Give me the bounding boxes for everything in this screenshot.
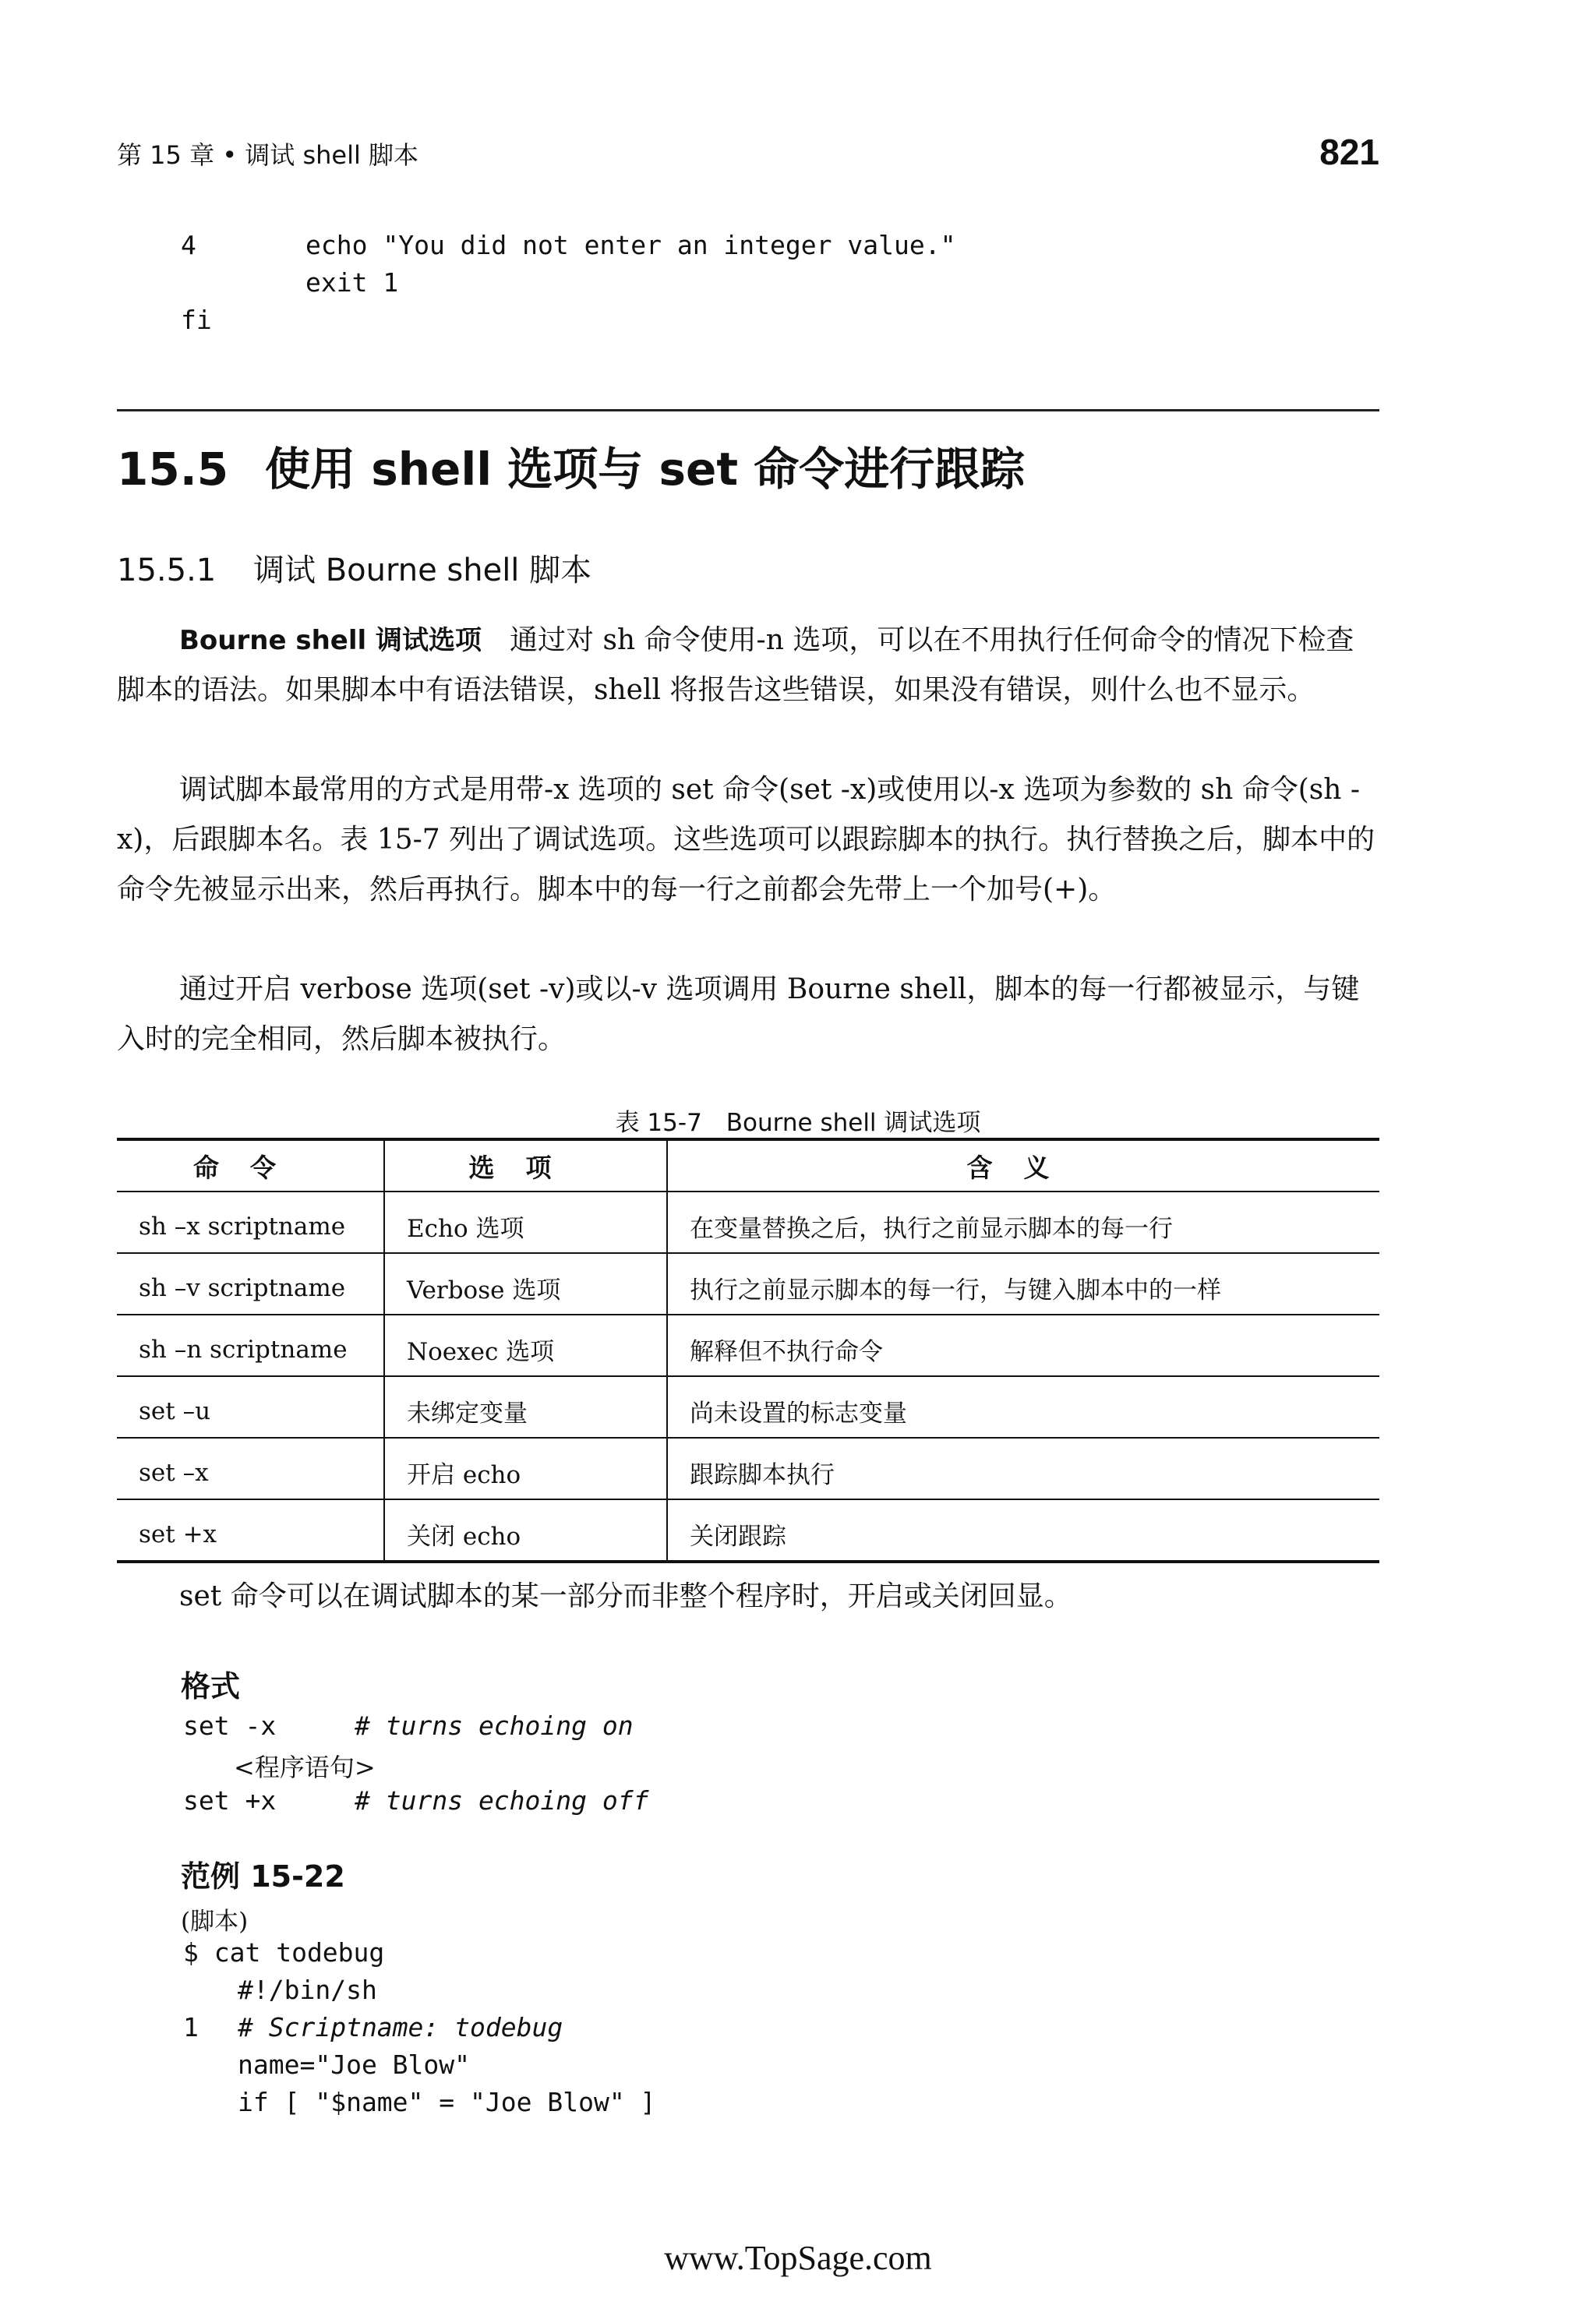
paragraph: 调试脚本最常用的方式是用带-x 选项的 set 命令(set -x)或使用以-x 选项为参数的 sh 命令(sh -x)，后跟脚本名。表 15-7 列出了调试选项。这些选项可以跟踪脚本的执行。执行替换之后，脚本中的命令先被显示出来，然后再执行。脚本中的每一行之前都会先带上一个加号(+)。 [117,774,1375,906]
table-cell: 未绑定变量 [384,1376,667,1438]
code-placeholder: <程序语句> [234,1753,376,1782]
code-line: #!/bin/sh [238,1975,377,2005]
code-line: echo "You did not enter an integer value." [305,230,956,260]
code-line-number: 1 [183,2012,199,2042]
code-line: set +x [183,1785,277,1816]
table-cell: 关闭 echo [384,1499,667,1562]
table-cell: 关闭跟踪 [667,1499,1379,1562]
table-header-row [117,1139,1379,1192]
format-label: 格式 [181,1669,241,1703]
chapter-heading: 第 15 章 • 调试 shell 脚本 [117,140,419,170]
debug-options-table [117,1138,1379,1563]
table-cell: sh –v scriptname [117,1253,384,1315]
table-cell: set +x [117,1499,384,1562]
code-line: $ cat todebug [183,1937,385,1968]
table-cell: 跟踪脚本执行 [667,1438,1379,1499]
paragraph: set 命令可以在调试脚本的某一部分而非整个程序时，开启或关闭回显。 [179,1580,1072,1612]
table-cell: Noexec 选项 [384,1315,667,1376]
table-cell: set –x [117,1438,384,1499]
table-cell: 在变量替换之后，执行之前显示脚本的每一行 [667,1192,1379,1253]
page-number: 821 [1319,132,1379,172]
section-title: 使用 shell 选项与 set 命令进行跟踪 [265,443,1026,496]
paragraph-lead: Bourne shell 调试选项 [179,625,482,656]
paragraph: 通过开启 verbose 选项(set -v)或以-v 选项调用 Bourne shell，脚本的每一行都被显示，与键入时的完全相同，然后脚本被执行。 [117,973,1360,1055]
table-row [117,1192,1379,1253]
table-cell: 尚未设置的标志变量 [667,1376,1379,1438]
code-line: name="Joe Blow" [238,2049,471,2080]
code-line: set -x [183,1711,277,1741]
column-header: 命令 [117,1139,384,1192]
column-header: 含义 [667,1139,1379,1192]
table-cell: 开启 echo [384,1438,667,1499]
table-caption: 表 15-7 Bourne shell 调试选项 [615,1109,981,1137]
code-comment: # Scriptname: todebug [238,2012,563,2042]
table-cell: 执行之前显示脚本的每一行，与键入脚本中的一样 [667,1253,1379,1315]
example-label: 范例 15-22 [181,1859,345,1894]
code-line: if [ "$name" = "Joe Blow" ] [238,2087,656,2117]
table-row [117,1315,1379,1376]
table-cell: Verbose 选项 [384,1253,667,1315]
code-comment: # turns echoing off [355,1785,649,1816]
subsection-heading [117,545,591,590]
table-row [117,1499,1379,1562]
table-row [117,1253,1379,1315]
table-cell: 解释但不执行命令 [667,1315,1379,1376]
script-label: (脚本) [181,1908,249,1936]
subsection-title: 调试 Bourne shell 脚本 [253,553,592,588]
section-number: 15.5 [117,443,229,496]
table-row [117,1438,1379,1499]
subsection-number: 15.5.1 [117,553,217,588]
section-heading [117,432,1025,498]
paragraph [117,616,1379,715]
section-divider [117,409,1379,411]
code-line-number: 4 [181,230,196,260]
running-header [117,131,1379,178]
code-comment: # turns echoing on [355,1711,634,1741]
table-row [117,1376,1379,1438]
table-cell: Echo 选项 [384,1192,667,1253]
code-line: exit 1 [305,267,399,298]
footer-url: www.TopSage.com [664,2239,932,2277]
column-header: 选项 [384,1139,667,1192]
paragraph-text: 通过对 sh 命令使用-n 选项，可以在不用执行任何命令的情况下检查脚本的语法。如果脚本中有语法错误，shell 将报告这些错误，如果没有错误，则什么也不显示。 [117,624,1354,706]
table-cell: sh –x scriptname [117,1192,384,1253]
code-line: fi [181,305,212,335]
table-cell: sh –n scriptname [117,1315,384,1376]
table-cell: set –u [117,1376,384,1438]
